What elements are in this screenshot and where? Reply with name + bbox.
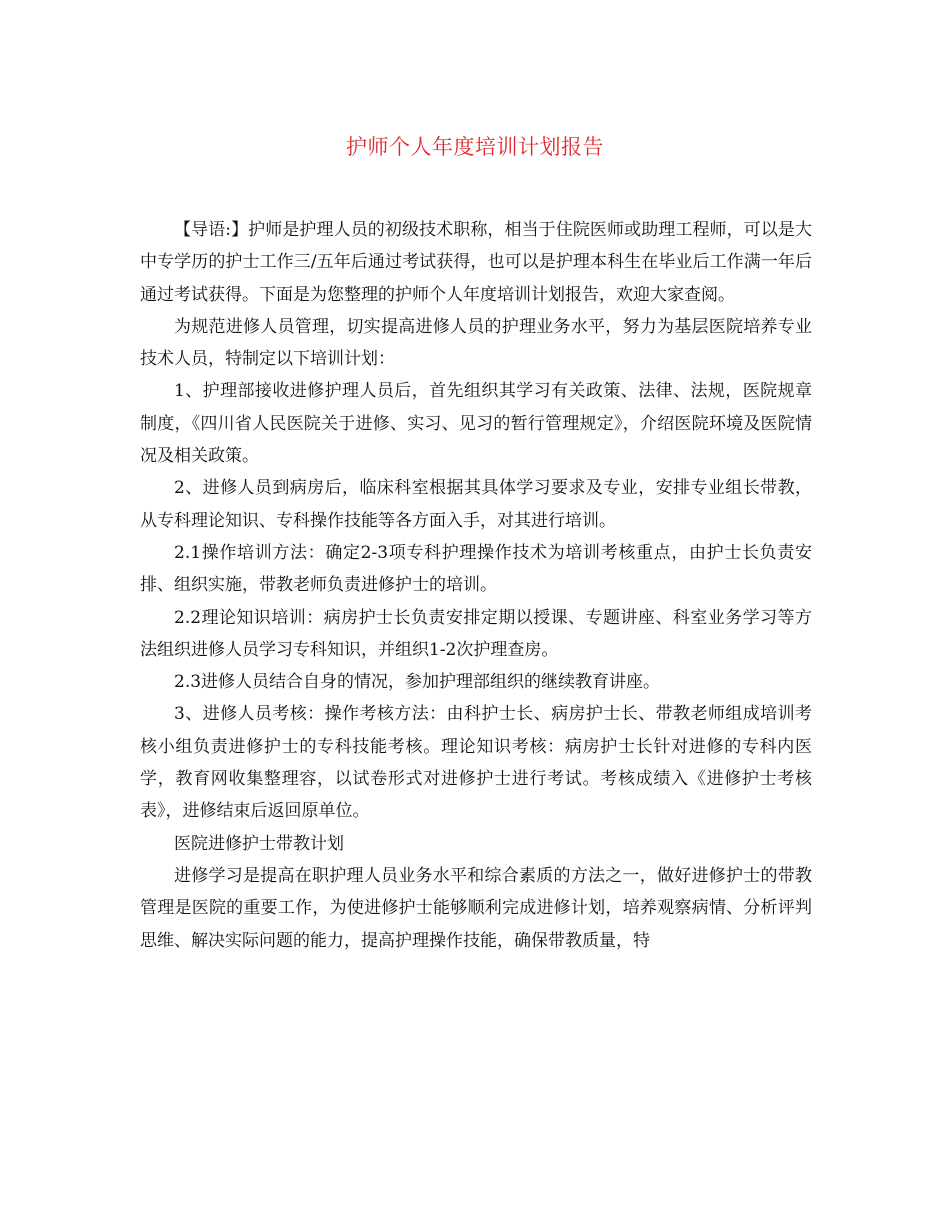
- document-title: 护师个人年度培训计划报告: [346, 135, 604, 159]
- paragraph-item-2: 2、进修人员到病房后，临床科室根据其具体学习要求及专业，安排专业组长带教，从专科理论知识、专科操作技能等各方面入手，对其进行培训。: [140, 478, 812, 531]
- paragraph-purpose: 为规范进修人员管理，切实提高进修人员的护理业务水平，努力为基层医院培养专业技术人员，特制定以下培训计划：: [140, 316, 812, 370]
- paragraph-item-1: 1、护理部接收进修护理人员后，首先组织其学习有关政策、法律、法规，医院规章制度，《四川省人民医院关于进修、实习、见习的暂行管理规定》，介绍医院环境及医院情况及相关政策。: [140, 381, 812, 467]
- paragraph-item-2-1: 2.1操作培训方法：确定2-3项专科护理操作技术为培训考核重点，由护士长负责安排、组织实施，带教老师负责进修护士的培训。: [140, 542, 812, 596]
- document-body: [140, 214, 812, 957]
- paragraph-intro: 【导语:】护师是护理人员的初级技术职称，相当于住院医师或助理工程师，可以是大中专学历的护士工作三/五年后通过考试获得，也可以是护理本科生在毕业后工作满一年后通过考试获得。下面是为您整理的护师个人年度培训计划报告，欢迎大家查阅。: [140, 220, 812, 305]
- section-heading: 医院进修护士带教计划: [174, 833, 344, 854]
- paragraph-item-2-3: 2.3进修人员结合自身的情况，参加护理部组织的继续教育讲座。: [174, 672, 661, 693]
- paragraph-item-2-2: 2.2理论知识培训：病房护士长负责安排定期以授课、专题讲座、科室业务学习等方法组织进修人员学习专科知识，并组织1-2次护理查房。: [140, 607, 812, 660]
- paragraph-section-body: 进修学习是提高在职护理人员业务水平和综合素质的方法之一，做好进修护士的带教管理是医院的重要工作，为使进修护士能够顺利完成进修计划，培养观察病情、分析评判思维、解决实际问题的能力，提高护理操作技能，确保带教质量，特: [140, 865, 812, 951]
- paragraph-item-3: 3、进修人员考核：操作考核方法：由科护士长、病房护士长、带教老师组成培训考核小组负责进修护士的专科技能考核。理论知识考核：病房护士长针对进修的专科内医学，教育网收集整理容，以试卷形式对进修护士进行考试。考核成绩入《进修护士考核表》，进修结束后返回原单位。: [140, 704, 812, 822]
